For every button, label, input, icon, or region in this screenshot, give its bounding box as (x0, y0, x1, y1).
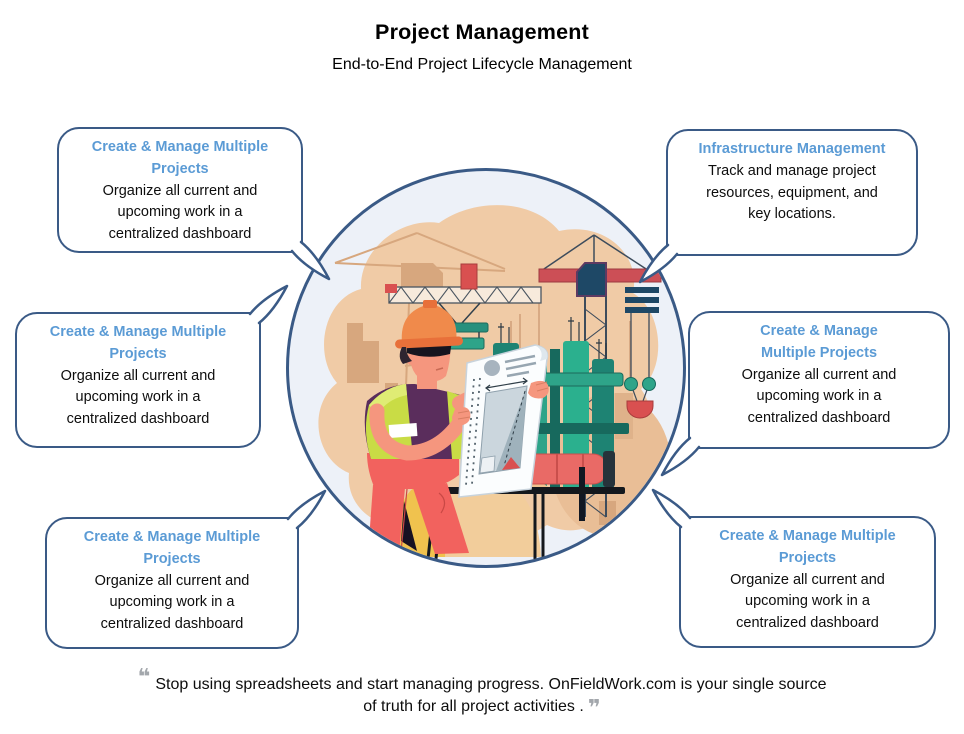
callout-tail-icon (652, 489, 692, 529)
callout-bottom-right (679, 516, 936, 648)
callout-heading: Infrastructure Management (698, 141, 886, 157)
callout-tail-icon (639, 243, 679, 283)
callout-heading: Create & Manage Multiple Projects (49, 324, 227, 362)
page-title: Project Management (375, 20, 589, 44)
callout-bottom-left (45, 517, 299, 649)
callout-top-right (666, 129, 918, 256)
callout-body: Organize all current and upcoming work in a centralized dashboard (741, 366, 897, 426)
callout-tail-icon (290, 240, 330, 280)
callout-heading: Create & Manage Multiple Projects (760, 323, 878, 361)
hero-circle (286, 168, 686, 568)
callout-body: Organize all current and upcoming work in a centralized dashboard (94, 572, 250, 632)
callout-tail-icon (248, 285, 288, 325)
callout-top-left (57, 127, 303, 253)
callout-body: Track and manage project resources, equipment, and key locations. (706, 162, 878, 223)
close-quote-icon: ❞ (587, 696, 601, 722)
open-quote-icon: ❝ (137, 665, 151, 690)
callout-middle-right (688, 311, 950, 449)
callout-body: Organize all current and upcoming work in a centralized dashboard (102, 182, 258, 242)
callout-body: Organize all current and upcoming work in a centralized dashboard (730, 571, 885, 631)
construction-illustration (289, 171, 683, 565)
callout-heading: Create & Manage Multiple Projects (91, 139, 269, 177)
callout-heading: Create & Manage Multiple Projects (83, 529, 261, 567)
quote-text: Stop using spreadsheets and start managing progress. OnFieldWork.com is your single source of truth for all project activities . (155, 676, 827, 716)
page-subtitle: End-to-End Project Lifecycle Management (332, 56, 632, 73)
callout-tail-icon (286, 490, 326, 530)
callout-heading: Create & Manage Multiple Projects (719, 528, 896, 566)
callout-tail-icon (661, 436, 701, 476)
callout-body: Organize all current and upcoming work in a centralized dashboard (60, 367, 216, 427)
footer-quote (132, 665, 832, 722)
callout-middle-left (15, 312, 261, 448)
